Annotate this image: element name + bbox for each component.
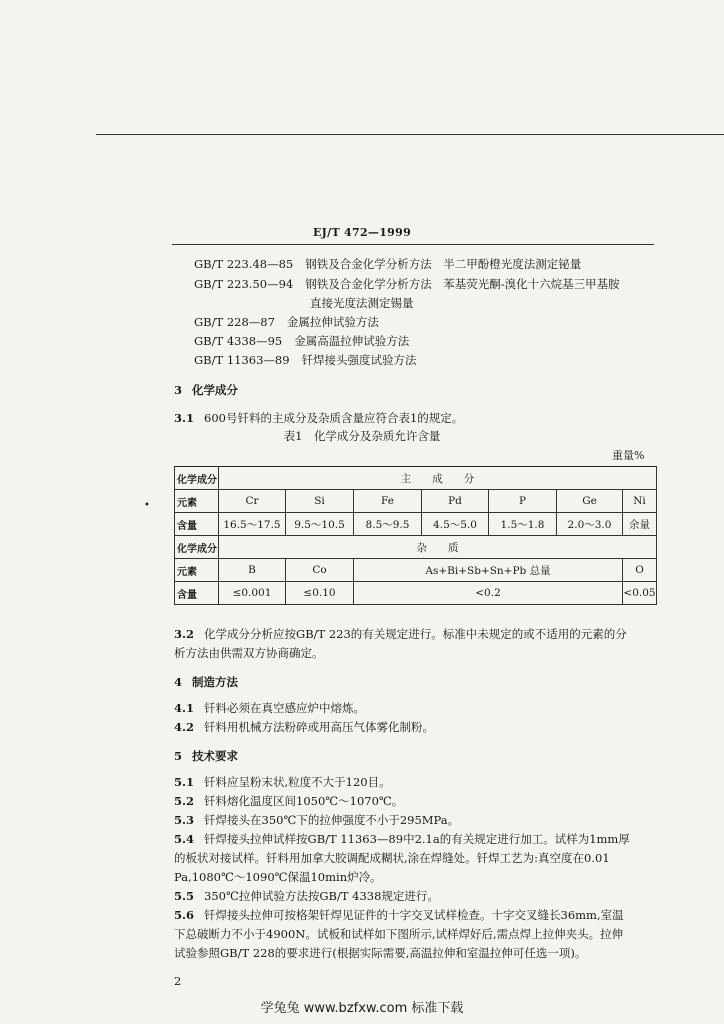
table-cell: Pd	[422, 490, 489, 513]
table-cell: B	[219, 559, 286, 582]
table-unit: 重量%	[612, 449, 645, 462]
table-row-label: 含量	[175, 513, 219, 536]
table-group-title: 主 成 分	[219, 467, 657, 490]
clause-5-2: 5.2 钎料熔化温度区间1050℃～1070℃。	[174, 794, 404, 808]
page-number: 2	[174, 974, 182, 988]
table-cell: Cr	[219, 490, 286, 513]
table-cell: Ni	[623, 490, 657, 513]
table-group-label: 化学成分	[175, 467, 219, 490]
clause-4-1: 4.1 钎料必须在真空感应炉中熔炼。	[174, 701, 366, 715]
table-cell: ≤0.001	[219, 582, 286, 605]
margin-mark: •	[144, 500, 150, 511]
table-caption: 表1 化学成分及杂质允许含量	[283, 429, 441, 443]
table-cell: 9.5～10.5	[286, 513, 354, 536]
clause-5-4-line3: Pa,1080℃～1090℃保温10min炉冷。	[174, 870, 382, 884]
clause-4-2: 4.2 钎料用机械方法粉碎或用高压气体雾化制粉。	[174, 720, 435, 734]
table-cell: As+Bi+Sb+Sn+Pb 总量	[354, 559, 623, 582]
site-footer: 学兔兔 www.bzfxw.com 标准下载	[260, 1001, 464, 1016]
table-cell: Ge	[557, 490, 623, 513]
clause-5-4: 5.4 钎焊接头拉伸试样按GB/T 11363—89中2.1a的有关规定进行加工。试样为1mm厚	[174, 832, 630, 846]
table-group-title: 杂 质	[219, 536, 657, 559]
header-rule	[172, 244, 654, 245]
table-cell: 4.5～5.0	[422, 513, 489, 536]
table-row-label: 元素	[175, 490, 219, 513]
clause-5-6-line2: 下总破断力不小于4900N。试板和试样如下图所示,试样焊好后,需点焊上拉伸夹头。拉伸	[174, 927, 624, 941]
clause-3-2: 3.2 化学成分分析应按GB/T 223的有关规定进行。标准中未规定的或不适用的元素的分	[174, 627, 627, 641]
table-cell: O	[623, 559, 657, 582]
table-cell: Co	[286, 559, 354, 582]
clause-5-3: 5.3 钎焊接头在350℃下的拉伸强度不小于295MPa。	[174, 813, 460, 827]
table-cell: Si	[286, 490, 354, 513]
table-cell: Fe	[354, 490, 422, 513]
table-row-label: 元素	[175, 559, 219, 582]
reference-item: GB/T 223.50—94 钢铁及合金化学分析方法 苯基荧光酮-溴化十六烷基三甲基胺	[194, 277, 620, 291]
table-cell: 余量	[623, 513, 657, 536]
section-3-heading: 3 化学成分	[174, 383, 239, 397]
reference-item-continued: 直接光度法测定锡量	[310, 296, 414, 310]
table-row-label: 含量	[175, 582, 219, 605]
table-group-label: 化学成分	[175, 536, 219, 559]
reference-item: GB/T 223.48—85 钢铁及合金化学分析方法 半二甲酚橙光度法测定铋量	[194, 257, 582, 271]
table-cell: <0.05	[623, 582, 657, 605]
table-cell: 1.5～1.8	[489, 513, 557, 536]
reference-item: GB/T 4338—95 金属高温拉伸试验方法	[194, 334, 410, 348]
clause-3-2-continued: 析方法由供需双方协商确定。	[174, 646, 324, 660]
table-cell: P	[489, 490, 557, 513]
table-cell: <0.2	[354, 582, 623, 605]
clause-5-6-line3: 试验参照GB/T 228的要求进行(根据实际需要,高温拉伸和室温拉伸可任选一项)。	[174, 946, 587, 960]
table-cell: 8.5～9.5	[354, 513, 422, 536]
section-5-heading: 5 技术要求	[174, 749, 239, 763]
reference-item: GB/T 228—87 金属拉伸试验方法	[194, 315, 379, 329]
document-number: EJ/T 472—1999	[312, 226, 412, 239]
table-cell: 16.5～17.5	[219, 513, 286, 536]
clause-3-1: 3.1 600号钎料的主成分及杂质含量应符合表1的规定。	[174, 411, 464, 425]
clause-5-5: 5.5 350℃拉伸试验方法按GB/T 4338规定进行。	[174, 889, 439, 903]
table-cell: ≤0.10	[286, 582, 354, 605]
section-4-heading: 4 制造方法	[174, 675, 239, 689]
chemical-composition-table	[174, 466, 657, 605]
clause-5-1: 5.1 钎料应呈粉末状,粒度不大于120目。	[174, 775, 391, 789]
top-rule	[96, 134, 724, 135]
clause-5-4-line2: 的板状对接试样。钎料用加拿大胶调配成糊状,涂在焊缝处。钎焊工艺为:真空度在0.01	[174, 851, 610, 865]
reference-item: GB/T 11363—89 钎焊接头强度试验方法	[194, 353, 417, 367]
clause-5-6: 5.6 钎焊接头拉伸可按格架钎焊见证件的十字交叉试样检查。十字交叉缝长36mm,室温	[174, 908, 624, 922]
table-cell: 2.0～3.0	[557, 513, 623, 536]
